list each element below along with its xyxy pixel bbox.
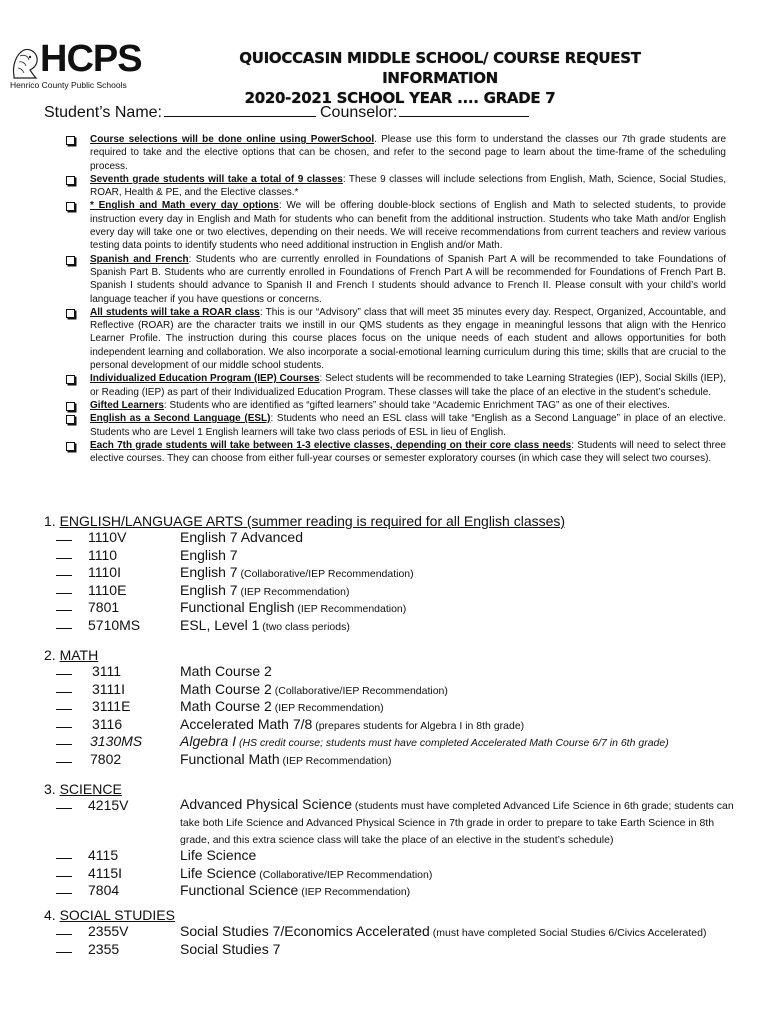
student-name-label: Student’s Name: — [44, 104, 162, 121]
course-code: 4115 — [88, 847, 119, 863]
course-name: Life Science — [180, 847, 257, 863]
course-select-blank[interactable] — [56, 575, 72, 576]
course-row — [44, 847, 257, 865]
course-row — [44, 715, 525, 734]
course-name-wrap — [180, 617, 350, 633]
course-name-wrap — [180, 663, 272, 679]
note-item — [66, 439, 726, 466]
course-name-wrap — [180, 599, 406, 615]
course-name-wrap — [180, 733, 669, 749]
checkbox-bullet-icon — [66, 402, 75, 411]
note-item — [66, 412, 726, 439]
note-heading: English as a Second Language (ESL) — [90, 413, 271, 425]
course-name: Math Course 2 — [180, 663, 272, 679]
course-name-wrap — [180, 529, 303, 545]
section-english — [44, 513, 565, 634]
course-select-blank[interactable] — [56, 628, 72, 629]
note-item — [66, 173, 726, 200]
course-note: (IEP Recommendation) — [298, 886, 411, 898]
title-line-2: 2020-2021 SCHOOL YEAR .... GRADE 7 — [244, 89, 556, 107]
note-text: : We will be offering double-block sections of English and Math to selected students, to provide instruction every day in English and Math for students who can benefit from the additional instruction. Students who take Math and/or English every day will take one or two electives, depending on their needs. We will receive recommendations from current teachers and review various testing data points to identify students who need additional instruction in English and/or Math. — [90, 200, 726, 252]
course-name: English 7 — [180, 564, 238, 580]
course-note: (IEP Recommendation) — [294, 603, 407, 615]
note-item — [66, 133, 726, 173]
note-heading: * English and Math every day options — [90, 200, 279, 212]
course-name: English 7 — [180, 546, 238, 563]
checkbox-bullet-icon — [66, 202, 75, 211]
course-row — [44, 882, 411, 900]
course-select-blank[interactable] — [56, 952, 72, 953]
course-name: Math Course 2 — [180, 680, 272, 697]
course-name-wrap — [180, 698, 384, 714]
note-text: : These 9 classes will include selections from English, Math, Science, Social Studies, ROAR, Health & PE, and the Elective classes.* — [90, 173, 726, 199]
course-name: Math Course 2 — [180, 698, 272, 714]
note-text: : Select students will be recommended to take Learning Strategies (IEP), Social Skills (IEP), or Reading (IEP) as part of their Individualized Education Program. These classes will take the place of an elective in the student’s schedule. — [90, 373, 727, 398]
course-name: Social Studies 7 — [180, 940, 281, 957]
section-number: 1. — [44, 513, 60, 529]
course-name: Algebra I — [180, 733, 237, 749]
course-name: English 7 — [180, 581, 238, 598]
course-row — [44, 564, 565, 582]
course-select-blank[interactable] — [56, 709, 72, 710]
section-title-text: SOCIAL STUDIES — [59, 907, 175, 923]
course-name: Life Science — [180, 864, 257, 881]
course-row — [44, 733, 669, 751]
course-note: (students must have completed Advanced Life Science in 6th grade; students can take both Life Science and Advanced Physical Science in 7th grade in order to prepare to take Earth Science in 8th grade, and this extra science class will take the place of an elective in the student’s schedule) — [180, 800, 734, 846]
course-name-wrap — [180, 582, 349, 598]
county-seal-icon — [10, 46, 40, 80]
student-name-field[interactable] — [164, 102, 316, 117]
section-social-studies — [44, 907, 707, 958]
course-select-blank[interactable] — [56, 674, 72, 675]
note-text: : Students who are currently enrolled in Foundations of Spanish Part A will be recommended to take Foundations of Spanish Part B. Students who are currently enrolled in Foundations of French Part A will be recommended for Foundations of French Part B. Spanish I students should advance to Spanish II and French I students should advance to French II. Please consult with your child’s world language teacher if you have questions or concerns. — [90, 253, 726, 305]
note-item — [66, 253, 726, 306]
section-title-text: MATH — [59, 647, 99, 663]
note-text: : This is our “Advisory” class that will meet 35 minutes every day. Respect, Organized, Accountable, and Reflective (ROAR) are the character traits we instill in our QMS students as they engage in meaningful lessons that align with the Henrico Learner Profile. The instruction during this course places focus on the unique needs of each student and allows opportunities for both independent learning and collaboration. We also incorporate a social-emotional learning curriculum during this time; skills that are crucial to the personal development of our middle school students. — [90, 306, 726, 372]
course-select-blank[interactable] — [56, 934, 72, 935]
section-title-text: ENGLISH/LANGUAGE ARTS (summer reading is required for all English classes) — [59, 513, 566, 529]
course-row — [44, 680, 448, 699]
note-text: : Students who need an ESL class will take “English as a Second Language” in place of an elective. Students who are Level 1 English learners will take two class periods of ESL in lieu of English. — [90, 413, 726, 438]
course-note: (IEP Recommendation) — [271, 702, 384, 714]
course-code: 4215V — [88, 797, 129, 813]
section-number: 4. — [44, 907, 60, 923]
counselor-label: Counselor: — [320, 104, 398, 121]
course-note: (Collaborative/IEP Recommendation) — [256, 868, 433, 881]
section-title — [44, 907, 175, 923]
course-code: 7804 — [88, 882, 120, 898]
note-text: : Students who are identified as “gifted learners” should take “Academic Enrichment TAG” as one of their electives. — [163, 399, 670, 411]
note-text: . Please use this form to understand the classes our 7th grade students are required to take and the elective options that can be chosen, and refer to the second page to learn about the time-frame of the scheduling process. — [90, 134, 727, 172]
course-name: Functional Science — [180, 882, 299, 898]
course-select-blank[interactable] — [56, 610, 72, 611]
course-row — [44, 923, 707, 941]
course-note: (must have completed Social Studies 6/Civics Accelerated) — [429, 927, 707, 939]
note-heading: All students will take a ROAR class — [90, 306, 260, 318]
course-row — [44, 750, 392, 769]
course-code: 7802 — [90, 750, 122, 767]
course-name: ESL, Level 1 — [180, 616, 260, 633]
logo-subtitle: Henrico County Public Schools — [10, 80, 127, 90]
note-heading: Gifted Learners — [90, 399, 164, 411]
course-name-wrap — [180, 564, 414, 580]
note-heading: Individualized Education Program (IEP) Courses — [90, 373, 320, 385]
course-code: 3111I — [92, 680, 125, 697]
page-title — [180, 48, 700, 108]
course-code: 4115I — [88, 864, 122, 881]
course-name-wrap — [180, 547, 238, 563]
course-code: 2355V — [88, 923, 129, 939]
course-row — [44, 599, 565, 617]
course-name: Functional English — [180, 599, 295, 615]
section-math — [44, 647, 669, 768]
course-select-blank[interactable] — [56, 808, 72, 809]
note-heading: Each 7th grade students will take between 1-3 elective classes, depending on their core class needs — [90, 439, 572, 451]
course-select-blank[interactable] — [56, 727, 72, 728]
course-name: English 7 Advanced — [180, 529, 303, 545]
note-heading: Spanish and French — [90, 253, 189, 265]
course-name-wrap — [180, 941, 280, 957]
note-heading: Seventh grade students will take a total of 9 classes — [90, 173, 343, 185]
course-code: 3111 — [92, 663, 122, 679]
checkbox-bullet-icon — [66, 415, 75, 424]
section-title — [44, 781, 122, 797]
course-name-wrap — [180, 865, 432, 881]
checkbox-bullet-icon — [66, 442, 75, 451]
checkbox-bullet-icon — [66, 176, 75, 185]
course-name-wrap — [180, 751, 391, 767]
course-note: (IEP Recommendation) — [237, 585, 350, 598]
course-name-wrap — [180, 716, 524, 732]
course-select-blank[interactable] — [56, 593, 72, 594]
course-row — [44, 796, 734, 847]
course-note: (two class periods) — [259, 620, 350, 633]
course-code: 1110V — [88, 529, 127, 545]
course-row — [44, 698, 384, 716]
logo-text: HCPS — [40, 38, 142, 80]
course-select-blank[interactable] — [56, 692, 72, 693]
section-science — [44, 781, 734, 900]
course-note: (Collaborative/IEP Recommendation) — [271, 684, 448, 697]
note-item — [66, 306, 726, 372]
title-line-1: QUIOCCASIN MIDDLE SCHOOL/ COURSE REQUEST INFORMATION — [239, 49, 641, 87]
course-note: (IEP Recommendation) — [279, 754, 392, 767]
hcps-logo — [8, 38, 143, 94]
note-heading: Course selections will be done online using PowerSchool — [90, 134, 375, 145]
course-code: 5710MS — [88, 616, 141, 633]
course-code: 1110 — [88, 546, 118, 563]
note-item — [66, 199, 726, 252]
course-row — [44, 582, 565, 600]
course-code: 3111E — [92, 698, 131, 714]
course-select-blank[interactable] — [56, 540, 72, 541]
course-row — [44, 547, 565, 565]
student-info-line — [44, 102, 533, 122]
course-select-blank[interactable] — [56, 744, 72, 745]
course-code: 7801 — [88, 599, 120, 615]
course-name-wrap — [180, 681, 448, 697]
course-name: Advanced Physical Science — [180, 796, 352, 812]
course-note: (Collaborative/IEP Recommendation) — [237, 568, 414, 580]
section-number: 2. — [44, 647, 60, 663]
course-select-blank[interactable] — [56, 858, 72, 859]
course-row — [44, 617, 565, 635]
note-item — [66, 399, 726, 412]
checkbox-bullet-icon — [66, 136, 75, 145]
course-name-wrap — [180, 847, 256, 863]
course-row — [44, 529, 565, 547]
course-select-blank[interactable] — [56, 762, 72, 763]
course-note: (prepares students for Algebra I in 8th grade) — [312, 719, 525, 732]
course-name-wrap — [180, 797, 740, 848]
course-select-blank[interactable] — [56, 558, 72, 559]
section-number: 3. — [44, 781, 60, 797]
course-name-wrap — [180, 923, 706, 939]
course-code: 3130MS — [90, 733, 143, 749]
checkbox-bullet-icon — [66, 256, 75, 265]
section-title-text: SCIENCE — [59, 781, 122, 797]
course-code: 1110E — [88, 581, 127, 598]
course-code: 1110I — [88, 564, 121, 580]
checkbox-bullet-icon — [66, 375, 75, 384]
course-select-blank[interactable] — [56, 876, 72, 877]
course-row — [44, 663, 272, 681]
course-name: Functional Math — [180, 750, 280, 767]
checkbox-bullet-icon — [66, 309, 75, 318]
counselor-field[interactable] — [399, 102, 529, 117]
course-row — [44, 940, 281, 959]
course-code: 2355 — [88, 940, 120, 957]
instructions-list — [66, 133, 726, 465]
course-code: 3116 — [92, 715, 123, 732]
course-note: (HS credit course; students must have completed Accelerated Math Course 6/7 in 6th grade) — [236, 737, 669, 749]
course-name-wrap — [180, 882, 410, 898]
course-select-blank[interactable] — [56, 893, 72, 894]
course-row — [44, 864, 433, 883]
section-title — [44, 647, 98, 663]
note-text: : Students will need to select three elective courses. They can choose from either full-year courses or semester exploratory courses (in which case they will select two courses). — [90, 439, 726, 465]
course-name: Social Studies 7/Economics Accelerated — [180, 923, 430, 939]
section-title — [44, 513, 565, 529]
note-item — [66, 372, 726, 399]
course-name: Accelerated Math 7/8 — [180, 715, 313, 732]
